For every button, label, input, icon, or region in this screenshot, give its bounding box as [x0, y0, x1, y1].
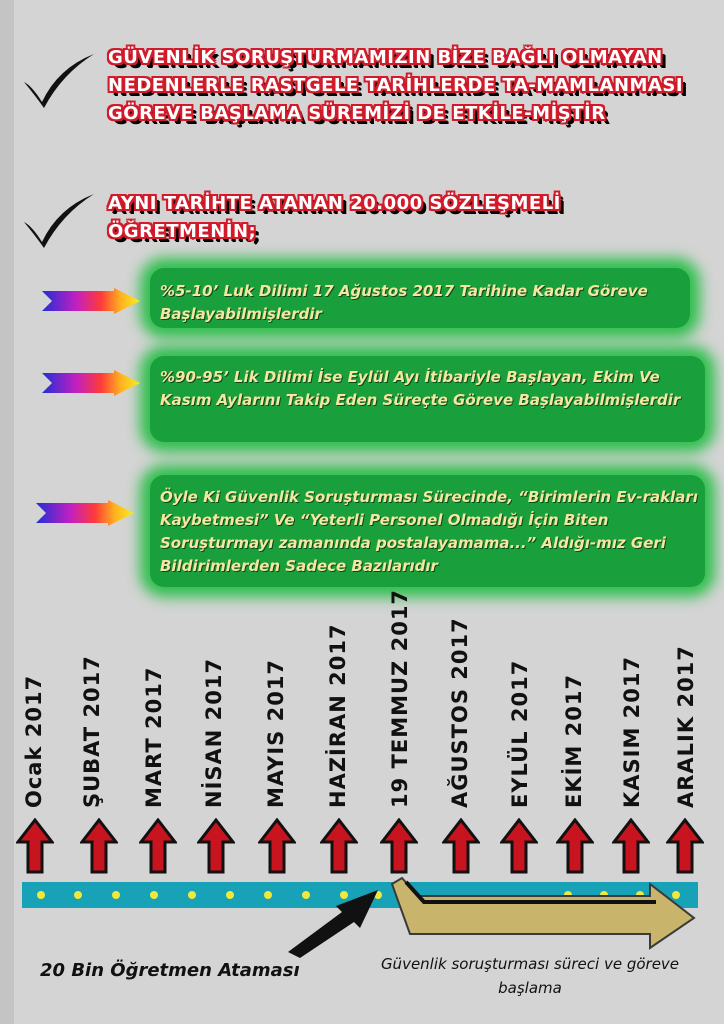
red-up-arrow-icon [666, 818, 704, 874]
month-label-eylul: EYLÜL 2017 [508, 659, 532, 808]
sub-item-text-1: %5-10’ Luk Dilimi 17 Ağustos 2017 Tarihine Kadar Göreve Başlayabilmişlerdir [160, 282, 648, 323]
month-label-aralik: ARALIK 2017 [674, 645, 698, 808]
timeline-dot [188, 891, 196, 899]
month-label-ocak: Ocak 2017 [22, 674, 46, 808]
left-band [0, 0, 14, 1024]
bullet-text-2: AYNI TARİHTE ATANAN 20.000 SÖZLEŞMELİ ÖĞRETMENİN; [108, 193, 561, 242]
red-up-arrow-icon [197, 818, 235, 874]
red-up-arrow-icon [442, 818, 480, 874]
caption-security-process: Güvenlik soruşturması süreci ve göreve başlama [380, 955, 680, 997]
caption-teacher-appointment: 20 Bin Öğretmen Ataması [40, 960, 300, 981]
red-up-arrow-icon [16, 818, 54, 874]
month-label-haziran: HAZİRAN 2017 [326, 623, 350, 808]
red-up-arrow-icon [380, 818, 418, 874]
red-up-arrow-icon [80, 818, 118, 874]
month-label-subat: ŞUBAT 2017 [80, 655, 104, 808]
timeline-dot [226, 891, 234, 899]
timeline-dot [264, 891, 272, 899]
month-label-mayis: MAYIS 2017 [264, 658, 288, 808]
month-label-mart: MART 2017 [142, 666, 166, 808]
rainbow-arrow-icon [36, 500, 134, 526]
month-label-temmuz: 19 TEMMUZ 2017 [388, 588, 412, 808]
timeline-dot [150, 891, 158, 899]
month-label-ekim: EKİM 2017 [562, 673, 586, 808]
red-up-arrow-icon [556, 818, 594, 874]
red-up-arrow-icon [139, 818, 177, 874]
sub-item-text-3: Öyle Ki Güvenlik Soruşturması Sürecinde, “Birimlerin Ev-rakları Kaybetmesi” Ve “Yeterli Personel Olmadığı İçin Biten Soruşturmayı zamanında postalayamama...” Aldığı-mız Geri Bildirimlerden Sadece Bazılarıdır [160, 488, 698, 575]
red-up-arrow-icon [320, 818, 358, 874]
month-label-agustos: AĞUSTOS 2017 [448, 617, 472, 808]
rainbow-arrow-icon [42, 288, 140, 314]
red-up-arrow-icon [258, 818, 296, 874]
process-arrow-icon [388, 872, 698, 950]
check-icon [18, 50, 98, 110]
check-icon [18, 190, 98, 250]
pointer-arrow-icon [280, 888, 390, 958]
sub-item-text-2: %90-95’ Lik Dilimi İse Eylül Ayı İtibariyle Başlayan, Ekim Ve Kasım Aylarını Takip Eden Süreçte Göreve Başlayabilmişlerdir [160, 368, 681, 409]
red-up-arrow-icon [500, 818, 538, 874]
rainbow-arrow-icon [42, 370, 140, 396]
timeline-dot [74, 891, 82, 899]
month-label-nisan: NİSAN 2017 [202, 657, 226, 808]
red-up-arrow-icon [612, 818, 650, 874]
bullet-text-1: GÜVENLİK SORUŞTURMAMIZIN BİZE BAĞLI OLMAYAN NEDENLERLE RASTGELE TARİHLERDE TA-MAMLANMASI GÖREVE BAŞLAMA SÜREMİZİ DE ETKİLE-MİŞTİR [108, 47, 684, 124]
timeline-dot [112, 891, 120, 899]
month-label-kasim: KASIM 2017 [620, 655, 644, 808]
timeline-dot [37, 891, 45, 899]
